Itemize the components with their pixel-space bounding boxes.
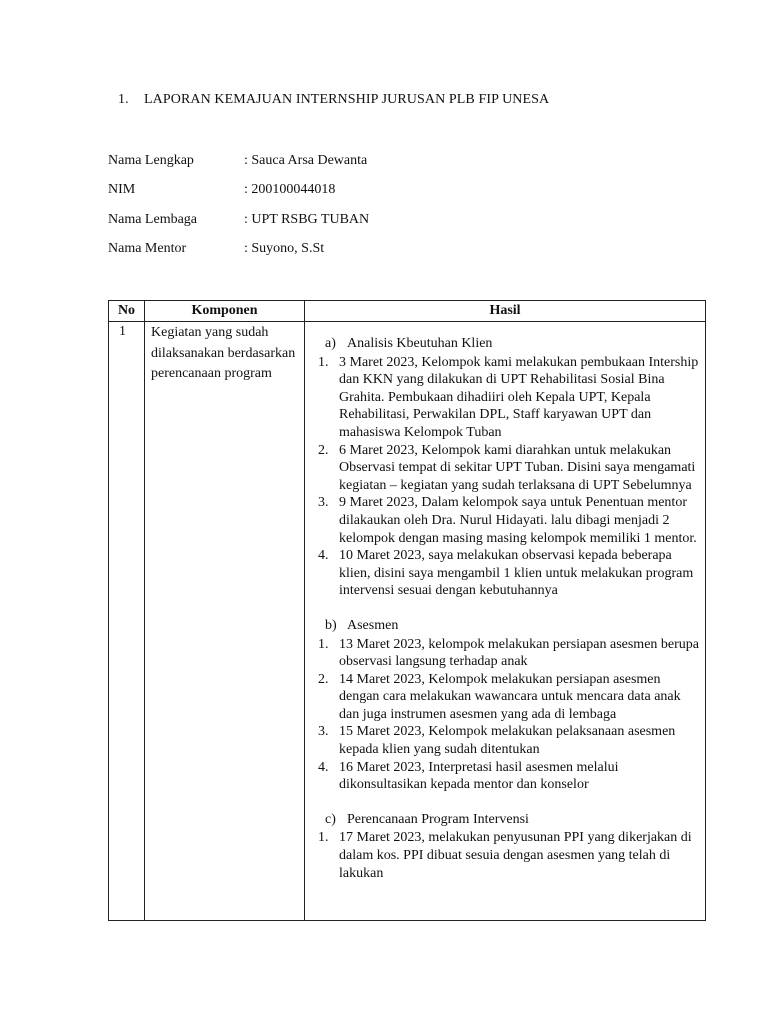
table-header-row: [109, 301, 706, 322]
item-number: 4.: [318, 759, 329, 775]
row-hasil: [305, 322, 706, 921]
heading-title: LAPORAN KEMAJUAN INTERNSHIP JURUSAN PLB FIP UNESA: [144, 92, 550, 107]
item-text: 14 Maret 2023, Kelompok melakukan persiapan asesmen dengan cara melakukan wawancara untuk mencara data anak dan juga instrumen asesmen yang ada di lembaga: [339, 671, 681, 722]
report-table: [108, 300, 706, 921]
list-item: [318, 636, 703, 671]
info-value: : 200100044018: [244, 182, 336, 197]
section-list: [318, 354, 703, 600]
item-number: 4.: [318, 548, 329, 564]
item-number: 1.: [318, 636, 329, 652]
heading-number: 1.: [118, 92, 129, 107]
header-hasil: Hasil: [305, 301, 706, 322]
header-komponen: Komponen: [145, 301, 305, 322]
list-item: [318, 494, 703, 547]
section-heading: [318, 811, 703, 829]
item-text: 13 Maret 2023, kelompok melakukan persiapan asesmen berupa observasi langsung terhadap anak: [339, 636, 700, 670]
section-title: Asesmen: [347, 617, 399, 633]
section-heading: [318, 617, 703, 635]
row-komponen: Kegiatan yang sudah dilaksanakan berdasarkan perencanaan program: [145, 322, 305, 921]
section-list: [318, 636, 703, 794]
item-number: 2.: [318, 671, 329, 687]
item-number: 3.: [318, 495, 329, 511]
item-text: 15 Maret 2023, Kelompok melakukan pelaksanaan asesmen kepada klien yang sudah ditentukan: [339, 724, 676, 758]
report-heading: [118, 92, 549, 108]
list-item: [318, 759, 703, 794]
header-no: No: [109, 301, 145, 322]
row-number: 1: [109, 322, 145, 921]
item-text: 6 Maret 2023, Kelompok kami diarahkan untuk melakukan Observasi tempat di sekitar UPT Tuban. Disini saya mengamati kegiatan – kegiatan yang sudah terlaksana di UPT Sebelumnya: [339, 442, 696, 493]
info-value: : UPT RSBG TUBAN: [244, 212, 370, 227]
item-text: 17 Maret 2023, melakukan penyusunan PPI yang dikerjakan di dalam kos. PPI dibuat sesuia dengan asesmen yang telah di lakukan: [339, 830, 692, 881]
item-number: 2.: [318, 442, 329, 458]
info-label: Nama Lembaga: [108, 212, 198, 227]
item-number: 1.: [318, 354, 329, 370]
item-text: 3 Maret 2023, Kelompok kami melakukan pembukaan Intership dan KKN yang dilakukan di UPT Rehabilitasi Sosial Bina Grahita. Pembukaan dihadiiri oleh Kepala UPT, Kepala Rehabilitasi, Perwakilan DPL, Staff karyawan UPT dan mahasiswa Kelompok Tuban: [339, 354, 699, 440]
list-item: [318, 442, 703, 495]
list-item: [318, 829, 703, 882]
item-number: 1.: [318, 830, 329, 846]
list-item: [318, 671, 703, 724]
item-text: 10 Maret 2023, saya melakukan observasi kepada beberapa klien, disini saya mengambil 1 klien untuk melakukan program intervensi sesuai dengan kebutuhannya: [339, 548, 694, 599]
section-heading: [318, 335, 703, 353]
info-label: NIM: [108, 182, 136, 197]
section-title: Analisis Kbeutuhan Klien: [347, 336, 493, 351]
item-text: 9 Maret 2023, Dalam kelompok saya untuk Penentuan mentor dilakaukan oleh Dra. Nurul Hidayati. lalu dibagi menjadi 2 kelompok dengan masing masing kelompok memiliki 1 mentor.: [339, 495, 697, 546]
section-perencanaan: [318, 811, 703, 882]
list-item: [318, 723, 703, 758]
info-label: Nama Mentor: [108, 241, 187, 256]
list-item: [318, 354, 703, 442]
table-row: [109, 322, 706, 921]
item-text: 16 Maret 2023, Interpretasi hasil asesmen melalui dikonsultasikan kepada mentor dan konselor: [339, 759, 619, 793]
section-analisis: [318, 335, 703, 600]
section-asesmen: [318, 617, 703, 794]
info-value: : Sauca Arsa Dewanta: [244, 153, 368, 168]
info-value: : Suyono, S.St: [244, 241, 325, 256]
section-list: [318, 829, 703, 882]
list-item: [318, 547, 703, 600]
section-title: Perencanaan Program Intervensi: [347, 811, 529, 827]
section-letter: a): [325, 336, 336, 351]
section-letter: c): [325, 811, 336, 827]
section-letter: b): [325, 617, 337, 633]
item-number: 3.: [318, 724, 329, 740]
info-label: Nama Lengkap: [108, 153, 194, 168]
